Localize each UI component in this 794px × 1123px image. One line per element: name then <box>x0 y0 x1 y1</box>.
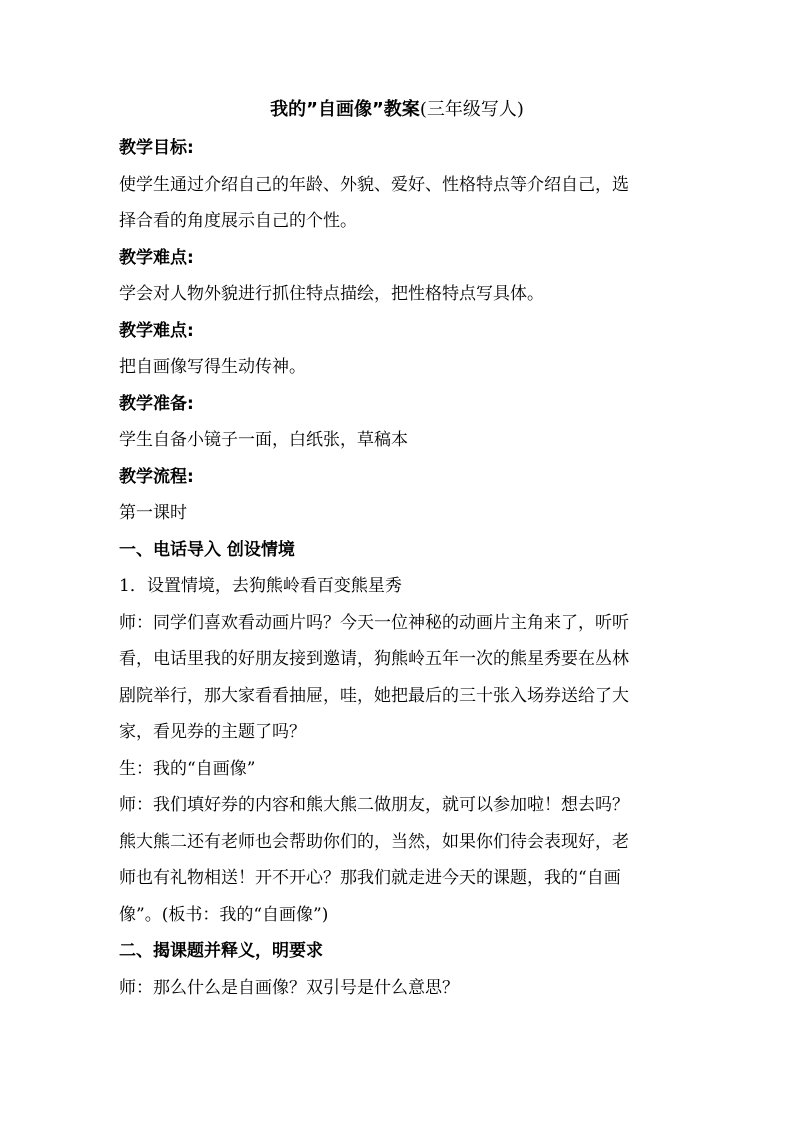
section-heading: 教学准备: <box>119 393 194 414</box>
paragraph-line: 师：我们填好券的内容和熊大熊二做朋友，就可以参加啦！想去吗？ <box>119 795 629 815</box>
section-heading: 一、电话导入 创设情境 <box>119 539 295 560</box>
document-title <box>0 96 794 124</box>
paragraph-line: 学生自备小镜子一面，白纸张，草稿本 <box>119 430 408 450</box>
section-heading: 教学难点: <box>119 320 194 341</box>
paragraph-line: 生：我的“自画像” <box>119 758 256 779</box>
section-heading: 教学流程: <box>119 466 194 487</box>
paragraph-line: 择合看的角度展示自己的个性。 <box>119 211 357 231</box>
paragraph-line: 熊大熊二还有老师也会帮助你们的，当然，如果你们待会表现好，老 <box>119 831 629 852</box>
paragraph-line: 使学生通过介绍自己的年龄、外貌、爱好、性格特点等介绍自己，选 <box>119 174 629 195</box>
paragraph-line: 师也有礼物相送！开不开心？那我们就走进今天的课题，我的“自画 <box>119 868 621 888</box>
document-body <box>119 130 679 1006</box>
paragraph-line: 第一课时 <box>119 503 187 523</box>
paragraph-line: 1．设置情境，去狗熊岭看百变熊星秀 <box>119 576 402 596</box>
paragraph-line: 家，看见券的主题了吗？ <box>119 722 306 742</box>
paragraph-line: 师：那么什么是自画像？双引号是什么意思？ <box>119 977 459 998</box>
paragraph-line: 师：同学们喜欢看动画片吗？今天一位神秘的动画片主角来了，听听 <box>119 612 629 633</box>
paragraph-line: 学会对人物外貌进行抓住特点描绘，把性格特点写具体。 <box>119 284 544 304</box>
title-sub: (三年级写人) <box>419 99 524 120</box>
paragraph-line: 看，电话里我的好朋友接到邀请，狗熊岭五年一次的熊星秀要在丛林 <box>119 649 629 669</box>
section-heading: 二、揭课题并释义，明要求 <box>119 941 323 961</box>
paragraph-line: 把自画像写得生动传神。 <box>119 357 306 377</box>
section-heading: 教学难点: <box>119 247 194 268</box>
paragraph-line: 像”。(板书：我的“自画像”) <box>119 904 329 925</box>
paragraph-line: 剧院举行，那大家看看抽屉，哇，她把最后的三十张入场券送给了大 <box>119 685 629 706</box>
section-heading: 教学目标: <box>119 138 194 158</box>
title-main: 我的”自画像”教案 <box>270 99 420 120</box>
